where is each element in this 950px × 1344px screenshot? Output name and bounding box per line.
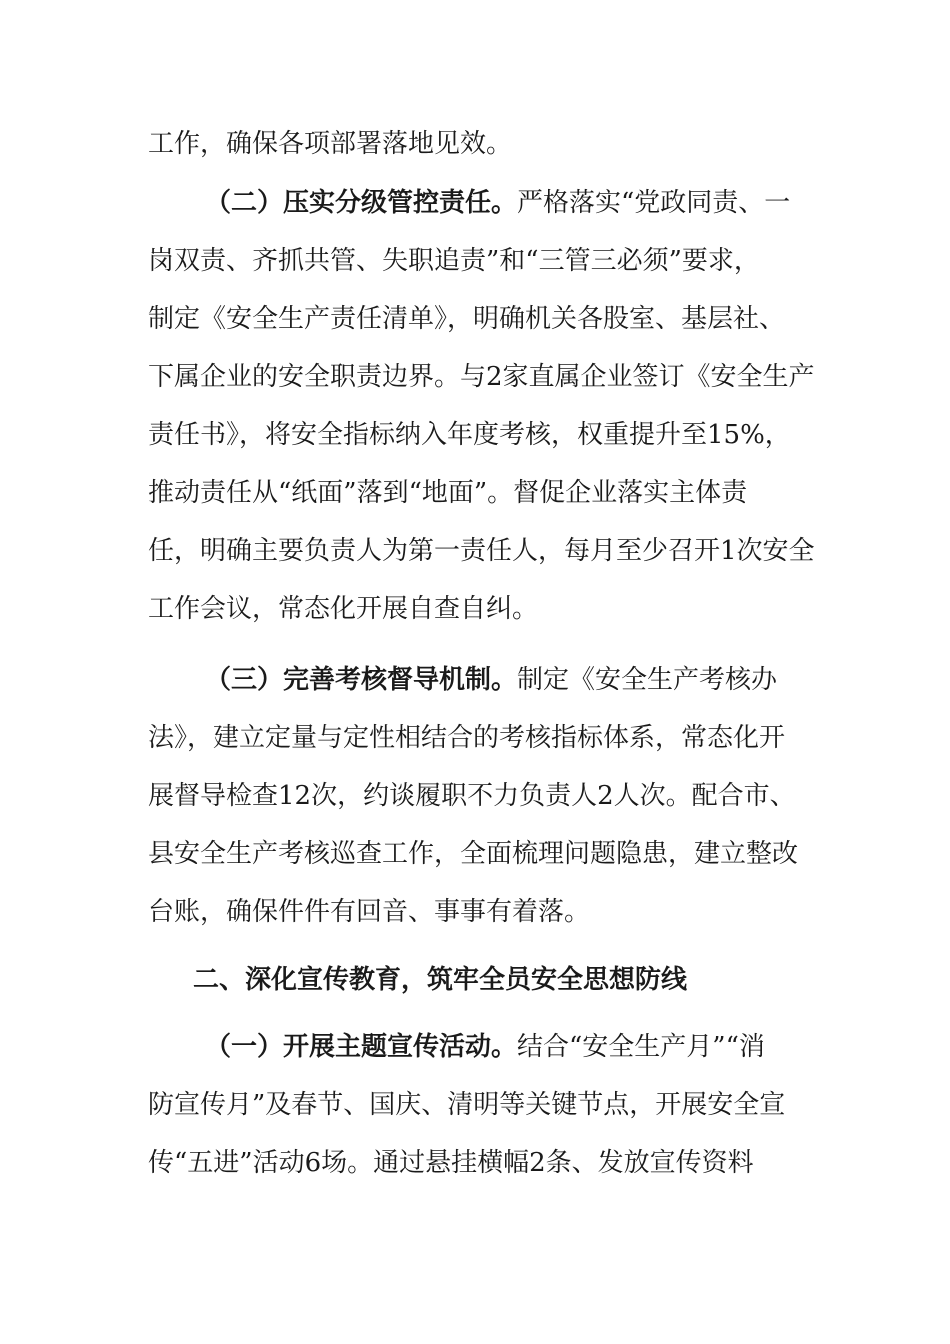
text-line: 法》，建立定量与定性相结合的考核指标体系，常态化开: [148, 723, 786, 753]
paragraph-heading: （二）压实分级管控责任。: [205, 188, 518, 218]
section-heading: 二、深化宣传教育，筑牢全员安全思想防线: [193, 965, 688, 995]
text-span: 结合“安全生产月”“消: [517, 1032, 765, 1062]
text-line: 台账，确保件件有回音、事事有着落。: [148, 897, 591, 927]
text-line: 传“五进”活动6场。通过悬挂横幅2条、发放宣传资料: [148, 1148, 754, 1178]
text-line: 制定《安全生产责任清单》，明确机关各股室、基层社、: [148, 304, 786, 334]
text-line: 工作会议，常态化开展自查自纠。: [148, 594, 539, 624]
paragraph-heading: （三）完善考核督导机制。: [205, 665, 518, 695]
text-span: 严格落实“党政同责、一: [517, 188, 791, 218]
text-line: 下属企业的安全职责边界。与2家直属企业签订《安全生产: [148, 362, 815, 392]
text-line: 任，明确主要负责人为第一责任人，每月至少召开1次安全: [148, 536, 815, 566]
text-line: 岗双责、齐抓共管、失职追责”和“三管三必须”要求，: [148, 246, 760, 276]
paragraph-heading: （一）开展主题宣传活动。: [205, 1032, 518, 1062]
paragraph-first-line: [205, 662, 777, 698]
text-line: 防宣传月”及春节、国庆、清明等关键节点，开展安全宣: [148, 1090, 786, 1120]
text-line: 工作，确保各项部署落地见效。: [148, 129, 513, 159]
text-span: 制定《安全生产考核办: [517, 665, 778, 695]
text-line: 县安全生产考核巡查工作，全面梳理问题隐患，建立整改: [148, 839, 799, 869]
text-line: 展督导检查12次，约谈履职不力负责人2人次。配合市、: [148, 781, 796, 811]
paragraph-first-line: [205, 1029, 765, 1065]
text-line: 责任书》，将安全指标纳入年度考核，权重提升至15%，: [148, 420, 791, 450]
paragraph-first-line: [205, 185, 790, 221]
text-line: 推动责任从“纸面”落到“地面”。督促企业落实主体责: [148, 478, 748, 508]
